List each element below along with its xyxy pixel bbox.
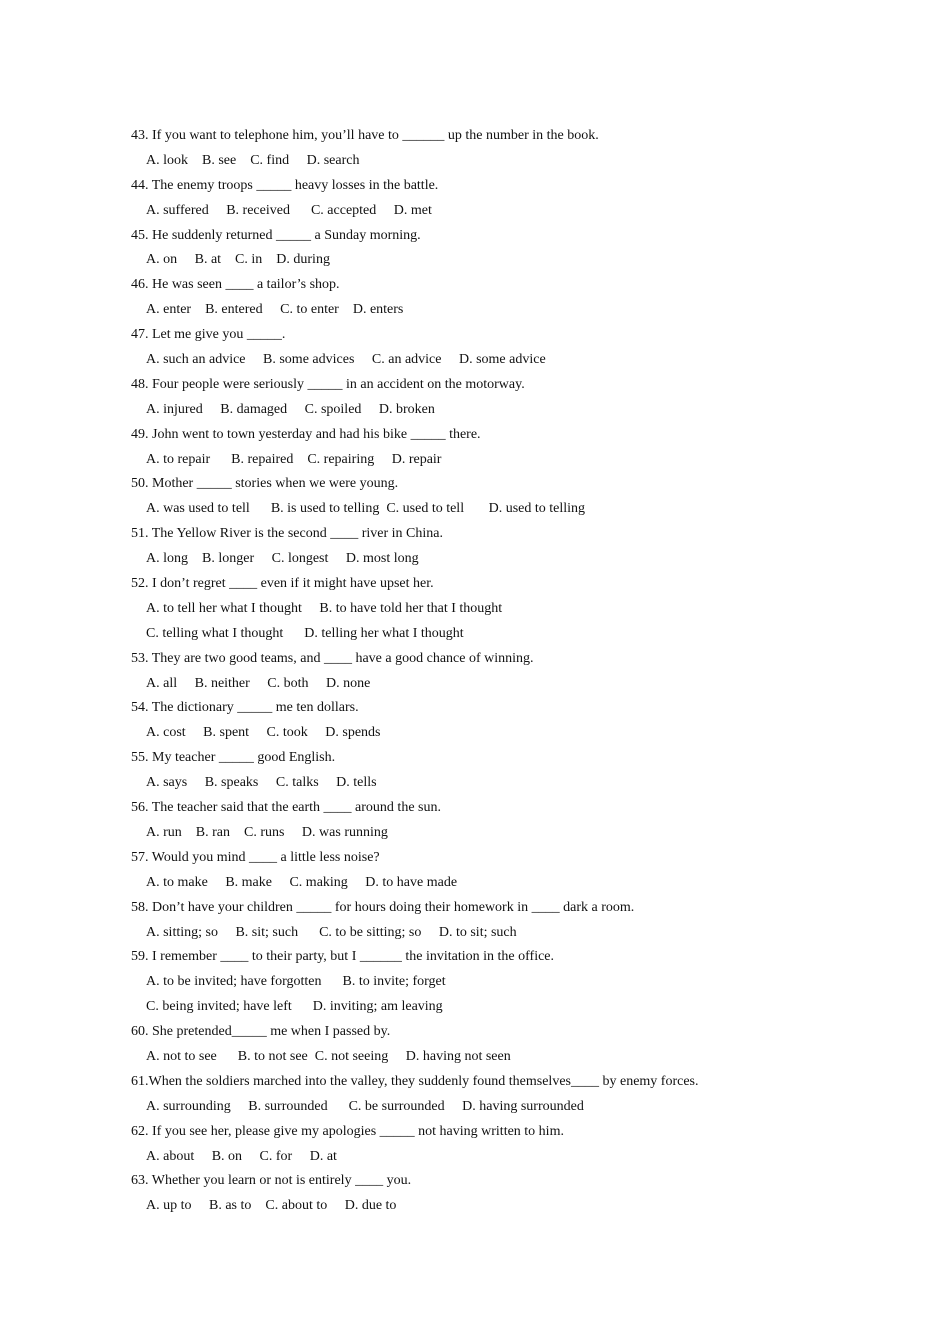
question-47 bbox=[131, 323, 831, 373]
question-61 bbox=[131, 1070, 831, 1120]
answer-options: A. up to B. as to C. about to D. due to bbox=[146, 1198, 397, 1214]
question-stem: 56. The teacher said that the earth ____ around the sun. bbox=[131, 800, 441, 816]
answer-options: A. says B. speaks C. talks D. tells bbox=[146, 775, 377, 791]
question-45 bbox=[131, 224, 831, 274]
answer-options: A. sitting; so B. sit; such C. to be sitting; so D. to sit; such bbox=[146, 924, 517, 940]
question-52 bbox=[131, 572, 831, 647]
question-stem: 59. I remember ____ to their party, but I ______ the invitation in the office. bbox=[131, 949, 555, 965]
question-63 bbox=[131, 1169, 831, 1219]
question-60 bbox=[131, 1020, 831, 1070]
answer-options: A. enter B. entered C. to enter D. enters bbox=[146, 302, 404, 318]
question-62 bbox=[131, 1120, 831, 1170]
answer-options: A. to repair B. repaired C. repairing D. repair bbox=[146, 451, 442, 467]
question-46 bbox=[131, 273, 831, 323]
question-stem: 52. I don’t regret ____ even if it might have upset her. bbox=[131, 576, 434, 592]
question-59 bbox=[131, 945, 831, 1020]
answer-options: A. was used to tell B. is used to telling C. used to tell D. used to telling bbox=[146, 501, 586, 517]
question-stem: 45. He suddenly returned _____ a Sunday morning. bbox=[131, 227, 421, 243]
question-58 bbox=[131, 896, 831, 946]
answer-options: A. not to see B. to not see C. not seeing D. having not seen bbox=[146, 1048, 511, 1064]
question-stem: 47. Let me give you _____. bbox=[131, 327, 286, 343]
question-54 bbox=[131, 696, 831, 746]
answer-options: A. to tell her what I thought B. to have told her that I thought bbox=[146, 600, 503, 616]
question-48 bbox=[131, 373, 831, 423]
answer-options: A. to be invited; have forgotten B. to invite; forget bbox=[146, 974, 446, 990]
question-49 bbox=[131, 423, 831, 473]
answer-options: A. injured B. damaged C. spoiled D. broken bbox=[146, 401, 435, 417]
answer-options: A. about B. on C. for D. at bbox=[146, 1148, 337, 1164]
answer-options: A. such an advice B. some advices C. an advice D. some advice bbox=[146, 352, 546, 368]
question-stem: 43. If you want to telephone him, you’ll have to ______ up the number in the book. bbox=[131, 128, 599, 143]
question-stem: 62. If you see her, please give my apologies _____ not having written to him. bbox=[131, 1123, 564, 1139]
answer-options: A. suffered B. received C. accepted D. met bbox=[146, 202, 432, 218]
question-stem: 44. The enemy troops _____ heavy losses in the battle. bbox=[131, 177, 439, 193]
question-53 bbox=[131, 647, 831, 697]
exercise-page bbox=[131, 124, 831, 1219]
question-44 bbox=[131, 174, 831, 224]
question-stem: 55. My teacher _____ good English. bbox=[131, 750, 336, 766]
answer-options: A. look B. see C. find D. search bbox=[146, 152, 360, 168]
question-stem: 57. Would you mind ____ a little less noise? bbox=[131, 849, 380, 865]
answer-options: A. surrounding B. surrounded C. be surrounded D. having surrounded bbox=[146, 1098, 584, 1114]
answer-options: A. cost B. spent C. took D. spends bbox=[146, 725, 381, 741]
question-stem: 46. He was seen ____ a tailor’s shop. bbox=[131, 277, 340, 293]
answer-options: A. on B. at C. in D. during bbox=[146, 252, 330, 268]
question-stem: 51. The Yellow River is the second ____ river in China. bbox=[131, 526, 443, 542]
question-stem: 61.When the soldiers marched into the valley, they suddenly found themselves____ by enemy forces. bbox=[131, 1073, 699, 1089]
answer-options: A. all B. neither C. both D. none bbox=[146, 675, 371, 691]
question-55 bbox=[131, 746, 831, 796]
answer-options: A. run B. ran C. runs D. was running bbox=[146, 824, 388, 840]
question-stem: 50. Mother _____ stories when we were young. bbox=[131, 476, 399, 492]
question-stem: 49. John went to town yesterday and had his bike _____ there. bbox=[131, 426, 481, 442]
question-50 bbox=[131, 472, 831, 522]
question-stem: 54. The dictionary _____ me ten dollars. bbox=[131, 700, 359, 716]
answer-options: A. long B. longer C. longest D. most long bbox=[146, 551, 419, 567]
question-stem: 48. Four people were seriously _____ in an accident on the motorway. bbox=[131, 376, 525, 392]
question-56 bbox=[131, 796, 831, 846]
question-stem: 63. Whether you learn or not is entirely ____ you. bbox=[131, 1173, 412, 1189]
question-57 bbox=[131, 846, 831, 896]
answer-options: A. to make B. make C. making D. to have made bbox=[146, 874, 458, 890]
answer-options: C. telling what I thought D. telling her what I thought bbox=[146, 625, 464, 641]
question-stem: 60. She pretended_____ me when I passed by. bbox=[131, 1024, 391, 1040]
answer-options: C. being invited; have left D. inviting; am leaving bbox=[146, 999, 443, 1015]
question-51 bbox=[131, 522, 831, 572]
question-stem: 53. They are two good teams, and ____ have a good chance of winning. bbox=[131, 650, 534, 666]
question-stem: 58. Don’t have your children _____ for hours doing their homework in ____ dark a room. bbox=[131, 899, 635, 915]
question-43 bbox=[131, 124, 831, 174]
